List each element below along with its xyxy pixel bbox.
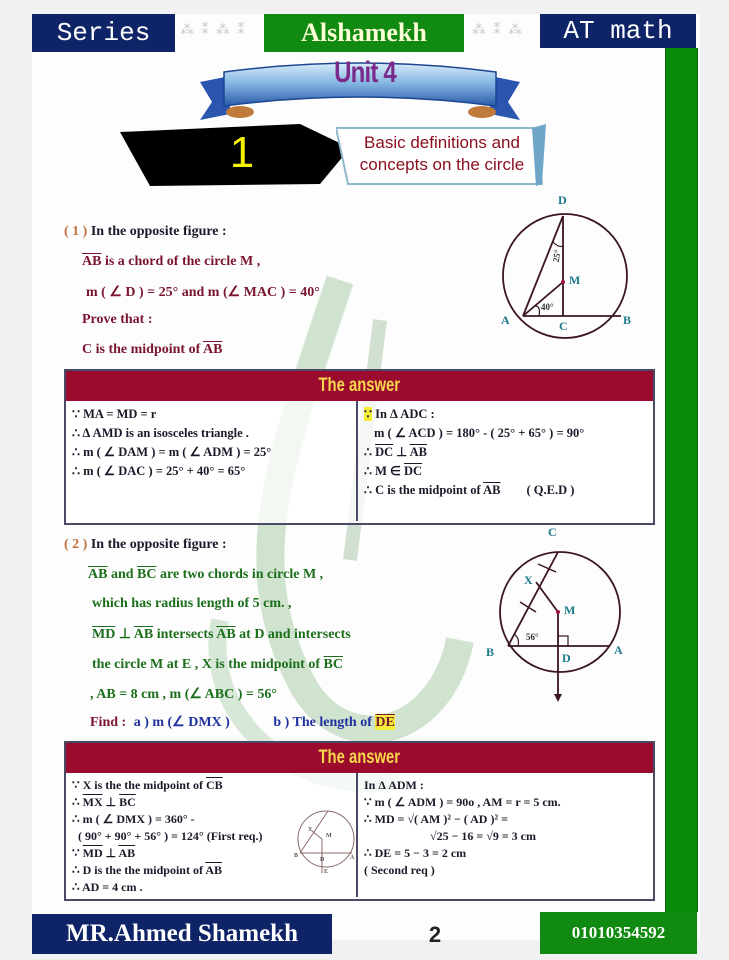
answer-line: ∴ m ( ∠ DAM ) = m ( ∠ ADM ) = 25° <box>72 445 272 459</box>
question-2-line-1 <box>88 567 323 583</box>
answer-line <box>72 777 350 794</box>
header-decoration-left: ⁂ ⁑ ⁂ ⁑ <box>180 23 247 38</box>
angle-b-label: 56° <box>526 632 539 642</box>
segment-cb: $\overline{CB}$ <box>205 778 223 792</box>
segment-md: $\overline{MD}$ <box>82 846 103 860</box>
label-d: D <box>558 193 567 207</box>
answer-line: ∴ Δ AMD is an isosceles triangle . <box>72 426 249 440</box>
answer-text: ∴ C is the midpoint of <box>364 483 484 497</box>
segment-ab: $\overline{AB}$ <box>216 627 236 642</box>
since-symbol: ∵ <box>364 407 372 421</box>
label-a: A <box>501 313 510 327</box>
author-name: MR.Ahmed Shamekh <box>32 914 332 954</box>
answer-line <box>364 462 643 481</box>
answer-2-header <box>66 743 653 773</box>
qed: ( Q.E.D ) <box>526 483 575 497</box>
segment-ab: $\overline{AB}$ <box>118 846 136 860</box>
segment-ab: $\overline{AB}$ <box>88 567 108 582</box>
answer-line: ∵ MA = MD = r <box>72 407 157 421</box>
answer-2-right-column <box>358 773 649 897</box>
right-accent-bar <box>665 48 698 912</box>
series-label: Series <box>32 14 175 52</box>
text: ∵ X is the the midpoint of <box>72 778 206 792</box>
answer-text: In Δ ADC : <box>371 407 435 421</box>
answer-title: The answer <box>318 747 401 768</box>
answer-1-right-column <box>358 401 649 521</box>
answer-line <box>364 443 643 462</box>
answer-line <box>364 481 643 500</box>
prove-label: Prove that : <box>82 312 153 327</box>
find-label: Find : <box>90 715 127 730</box>
answer-1-body <box>66 401 653 521</box>
label-b: B <box>486 645 495 659</box>
label-c: C <box>559 319 568 333</box>
phone-number: 01010354592 <box>540 912 697 954</box>
text: the circle M at E , X is the midpoint of <box>92 657 324 672</box>
brand-label: Alshamekh <box>264 14 464 52</box>
answer-line: ∴ m ( ∠ DAC ) = 25° + 40° = 65° <box>72 464 246 478</box>
segment-ab: $\overline{AB}$ <box>483 483 501 497</box>
segment-dc: $\overline{DC}$ <box>375 445 394 459</box>
segment-md: $\overline{MD}$ <box>92 627 116 642</box>
label-e: E <box>324 869 329 875</box>
segment-ab: $\overline{AB}$ <box>409 445 427 459</box>
answer-line: ∴ DE = 5 − 3 = 2 cm <box>364 846 467 860</box>
segment-ab: $\overline{AB}$ <box>82 254 102 269</box>
therefore: ∴ <box>72 795 83 809</box>
calligraphy-watermark <box>180 260 500 820</box>
prove-text: C is the midpoint of <box>82 342 203 357</box>
segment-bc: $\overline{BC}$ <box>137 567 157 582</box>
text: intersects <box>153 627 217 642</box>
answer-line: ( 90° + 90° + 56° ) = 124° (First req.) <box>78 829 263 843</box>
question-1-line-2: m ( ∠ D ) = 25° and m (∠ MAC ) = 40° <box>86 285 320 300</box>
since: ∵ <box>72 846 83 860</box>
answer-line: In Δ ADM : <box>364 778 424 792</box>
question-intro: In the opposite figure : <box>90 537 227 552</box>
answer-2-left-column <box>66 773 358 897</box>
answer-1-header <box>66 371 653 401</box>
segment-de: $\overline{DE}$ <box>375 715 395 730</box>
label-m: M <box>326 833 332 839</box>
answer-line <box>364 405 643 424</box>
segment-bc: $\overline{BC}$ <box>119 795 136 809</box>
segment-ab: $\overline{AB}$ <box>205 863 222 877</box>
page-number: 2 <box>428 922 442 947</box>
answer-text: ∴ M ∈ <box>364 464 405 478</box>
answer-title: The answer <box>318 375 401 396</box>
segment-ab: $\overline{AB}$ <box>202 342 223 357</box>
question-2-line-3 <box>92 626 351 643</box>
answer-1-box <box>64 369 655 525</box>
lesson-title <box>342 132 542 176</box>
question-1-intro <box>64 224 227 240</box>
answer-line: m ( ∠ ACD ) = 180° - ( 25° + 65° ) = 90° <box>374 426 585 440</box>
angle-a-label: 40° <box>541 302 554 312</box>
label-d: D <box>562 651 571 665</box>
question-2-line-2: which has radius length of 5 cm. , <box>92 596 292 611</box>
lesson-number: 1 <box>229 128 255 177</box>
label-b: B <box>294 853 299 859</box>
text: ∴ D is the the midpoint of <box>72 863 206 877</box>
label-a: A <box>614 643 623 657</box>
answer-line: √25 − 16 = √9 = 3 cm <box>430 829 537 843</box>
answer-line: ( Second req ) <box>364 863 435 877</box>
angle-d-label: 25° <box>550 248 563 264</box>
figure-2-circle-diagram <box>478 522 648 712</box>
label-m: M <box>564 603 576 617</box>
chord-statement: is a chord of the circle M , <box>101 254 261 269</box>
header-decoration-right: ⁂ ⁑ ⁂ <box>472 23 524 38</box>
question-2-line-5: , AB = 8 cm , m (∠ ABC ) = 56° <box>90 687 277 702</box>
text: are two chords in circle M , <box>156 567 324 582</box>
answer-line: ∵ m ( ∠ ADM ) = 90o , AM = r = 5 cm. <box>364 795 561 809</box>
answer-line: ∴ m ( ∠ DMX ) = 360° - <box>72 812 195 826</box>
answer-1-left-column <box>66 401 358 521</box>
answer-2-body <box>66 773 653 897</box>
lesson-title-line-1: Basic definitions and <box>364 133 520 152</box>
find-part-a: a ) m (∠ DMX ) <box>133 715 230 730</box>
prove-statement <box>82 342 222 358</box>
label-c: C <box>548 525 557 539</box>
text: at D and intersects <box>235 627 351 642</box>
answer-line: ∴ AD = 4 cm . <box>72 880 143 894</box>
label-m: M <box>569 273 581 287</box>
label-a: A <box>350 855 355 861</box>
mini-figure <box>294 801 356 881</box>
unit-title: Unit 4 <box>334 56 396 89</box>
find-part-b: b ) The length of <box>273 715 376 730</box>
perp-symbol: ⊥ <box>102 846 119 860</box>
text: and <box>107 567 138 582</box>
segment-dc: $\overline{DC}$ <box>404 464 423 478</box>
perp-symbol: ⊥ <box>115 627 134 642</box>
perp-symbol: ⊥ <box>102 795 120 809</box>
label-b: B <box>623 313 632 327</box>
therefore: ∴ <box>364 445 376 459</box>
figure-1-circle-diagram <box>495 192 645 340</box>
segment-mx: $\overline{MX}$ <box>82 795 103 809</box>
segment-bc: $\overline{BC}$ <box>323 657 343 672</box>
label-x: X <box>524 573 533 587</box>
question-intro: In the opposite figure : <box>90 224 227 239</box>
question-2-find <box>90 714 395 731</box>
question-1-line-1 <box>82 254 260 270</box>
label-x: X <box>308 827 313 833</box>
question-2-intro <box>64 537 227 553</box>
segment-ab: $\overline{AB}$ <box>133 627 154 642</box>
answer-2-box <box>64 741 655 901</box>
subject-label: AT math <box>540 14 696 48</box>
perp-symbol: ⊥ <box>393 445 410 459</box>
label-d: D <box>320 857 325 863</box>
question-number: ( 2 ) <box>64 537 88 552</box>
question-number: ( 1 ) <box>64 224 88 239</box>
question-2-line-4 <box>92 657 343 673</box>
lesson-title-line-2: concepts on the circle <box>359 155 525 174</box>
answer-line: ∴ MD = √( AM )² − ( AD )² = <box>364 812 508 826</box>
